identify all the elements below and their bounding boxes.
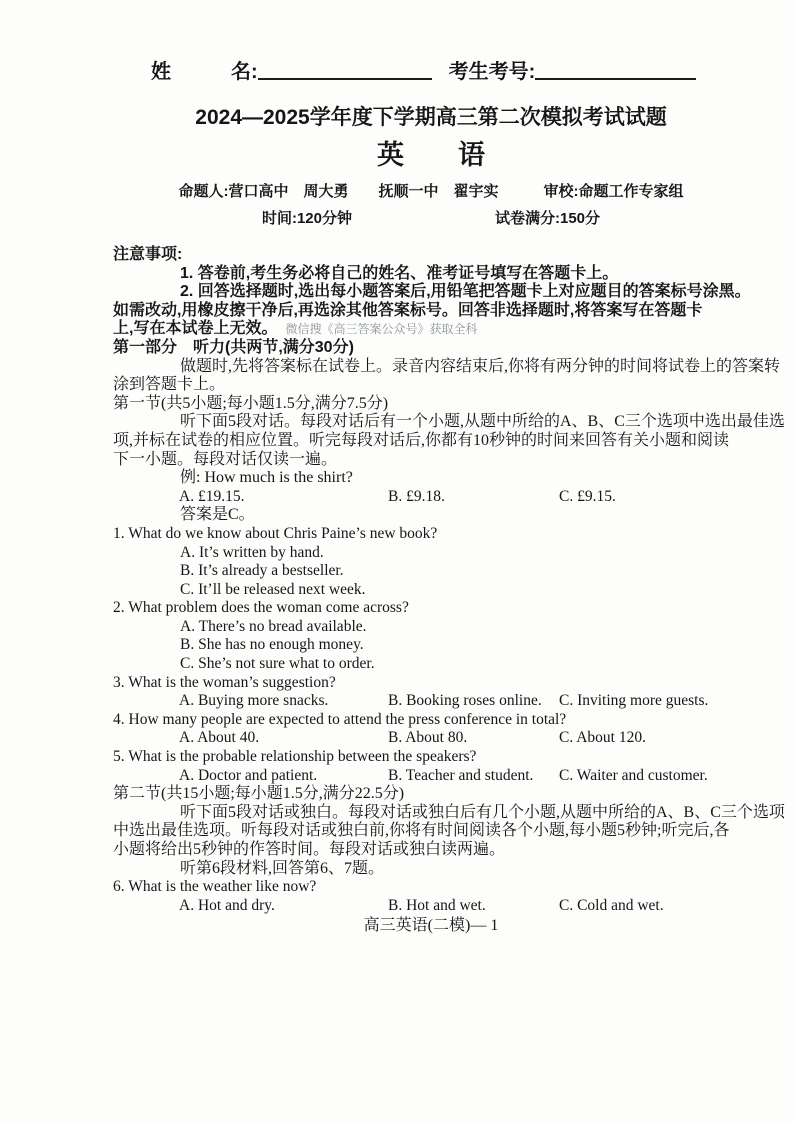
question-1-option-c: C. It’ll be released next week.	[180, 580, 366, 598]
question-6: 6. What is the weather like now?	[113, 878, 317, 896]
header-fill-row	[151, 55, 749, 83]
question-6-option-a: A. Hot and dry.	[179, 896, 275, 914]
exam-title: 2024—2025学年度下学期高三第二次模拟考试试题	[195, 106, 667, 129]
question-3-options-row	[113, 692, 749, 711]
question-5-option-b: B. Teacher and student.	[388, 766, 534, 784]
notice-heading: 注意事项:	[113, 246, 183, 263]
notice-item-2-line-1: 2. 回答选择题时,选出每小题答案后,用铅笔把答题卡上对应题目的答案标号涂黑。	[180, 283, 751, 301]
section1-instruction-line-3: 下一小题。每段对话仅读一遍。	[113, 450, 338, 468]
section2-heading: 第二节(共15小题;每小题1.5分,满分22.5分)	[113, 785, 405, 803]
example-option-a: A. £19.15.	[179, 487, 245, 505]
question-6-options-row	[113, 897, 749, 916]
exam-number-blank	[535, 60, 696, 80]
question-2-option-b: B. She has no enough money.	[180, 636, 364, 654]
example-options-row	[113, 488, 749, 507]
page-footer: 高三英语(二模)— 1	[363, 917, 499, 935]
section1-instruction-line-2: 项,并标在试卷的相应位置。听完每段对话后,你都有10秒钟的时间来回答有关小题和阅读	[113, 431, 730, 449]
student-name-label: 姓 名:	[151, 61, 258, 83]
question-3-option-b: B. Booking roses online.	[388, 692, 542, 710]
question-2: 2. What problem does the woman come across?	[113, 599, 409, 617]
section2-instruction-line-3: 小题将给出5秒钟的作答时间。每段对话或独白读两遍。	[113, 841, 506, 858]
setters-line: 命题人:营口高中 周大勇 抚顺一中 翟宇实 审校:命题工作专家组	[178, 183, 684, 200]
exam-body	[113, 246, 785, 915]
section2-instruction-line-1: 听下面5段对话或独白。每段对话或独白后有几个小题,从题中所给的A、B、C三个选项	[180, 803, 785, 821]
question-5-option-c: C. Waiter and customer.	[559, 766, 708, 784]
material-note: 听第6段材料,回答第6、7题。	[180, 859, 385, 877]
question-6-option-b: B. Hot and wet.	[388, 896, 486, 914]
example-question: 例: How much is the shirt?	[180, 469, 353, 487]
question-5-option-a: A. Doctor and patient.	[179, 766, 318, 784]
question-4-option-b: B. About 80.	[388, 729, 468, 747]
question-3: 3. What is the woman’s suggestion?	[113, 673, 336, 691]
notice-item-2-line-2: 如需改动,用橡皮擦干净后,再选涂其他答案标号。回答非选择题时,将答案写在答题卡	[113, 301, 703, 319]
question-1: 1. What do we know about Chris Paine’s new book?	[113, 524, 438, 542]
notice-item-2-line-3-text: 上,写在本试卷上无效。	[113, 320, 278, 338]
question-1-option-a: A. It’s written by hand.	[180, 543, 324, 561]
answer-ad-watermark: 微信搜《高三答案公众号》获取全科	[285, 322, 478, 337]
question-4-option-c: C. About 120.	[559, 729, 646, 747]
student-name-blank	[258, 60, 432, 80]
question-3-option-c: C. Inviting more guests.	[559, 692, 709, 710]
section2-instruction-line-2: 中选出最佳选项。听每段对话或独白前,你将有时间阅读各个小题,每小题5秒钟;听完后,各	[113, 822, 730, 840]
subject-title: 英 语	[377, 140, 485, 170]
duration-label: 时间:120分钟	[261, 210, 352, 227]
part1-intro-line-2: 涂到答题卡上。	[113, 376, 226, 394]
notice-item-2-line-3	[113, 320, 749, 339]
example-answer: 答案是C。	[180, 506, 255, 524]
part1-heading: 第一部分 听力(共两节,满分30分)	[113, 338, 354, 356]
exam-number-label: 考生考号:	[448, 61, 536, 83]
part1-intro-line-1: 做题时,先将答案标在试卷上。录音内容结束后,你将有两分钟的时间将试卷上的答案转	[180, 357, 781, 375]
exam-meta-row	[113, 210, 749, 227]
question-1-option-b: B. It’s already a bestseller.	[180, 562, 344, 580]
question-5-options-row	[113, 767, 749, 786]
section1-heading: 第一节(共5小题;每小题1.5分,满分7.5分)	[113, 394, 389, 412]
example-option-b: B. £9.18.	[388, 487, 445, 505]
question-5: 5. What is the probable relationship between the speakers?	[113, 748, 477, 766]
notice-item-1: 1. 答卷前,考生务必将自己的姓名、准考证号填写在答题卡上。	[180, 264, 619, 282]
question-4-option-a: A. About 40.	[179, 729, 260, 747]
question-4-options-row	[113, 729, 749, 748]
question-2-option-a: A. There’s no bread available.	[180, 617, 367, 635]
total-score-label: 试卷满分:150分	[495, 210, 601, 227]
question-4: 4. How many people are expected to attend the press conference in total?	[113, 710, 567, 728]
question-3-option-a: A. Buying more snacks.	[179, 692, 329, 710]
section1-instruction-line-1: 听下面5段对话。每段对话后有一个小题,从题中所给的A、B、C三个选项中选出最佳选	[180, 413, 785, 431]
question-2-option-c: C. She’s not sure what to order.	[180, 655, 375, 673]
example-option-c: C. £9.15.	[559, 487, 616, 505]
question-6-option-c: C. Cold and wet.	[559, 896, 664, 914]
